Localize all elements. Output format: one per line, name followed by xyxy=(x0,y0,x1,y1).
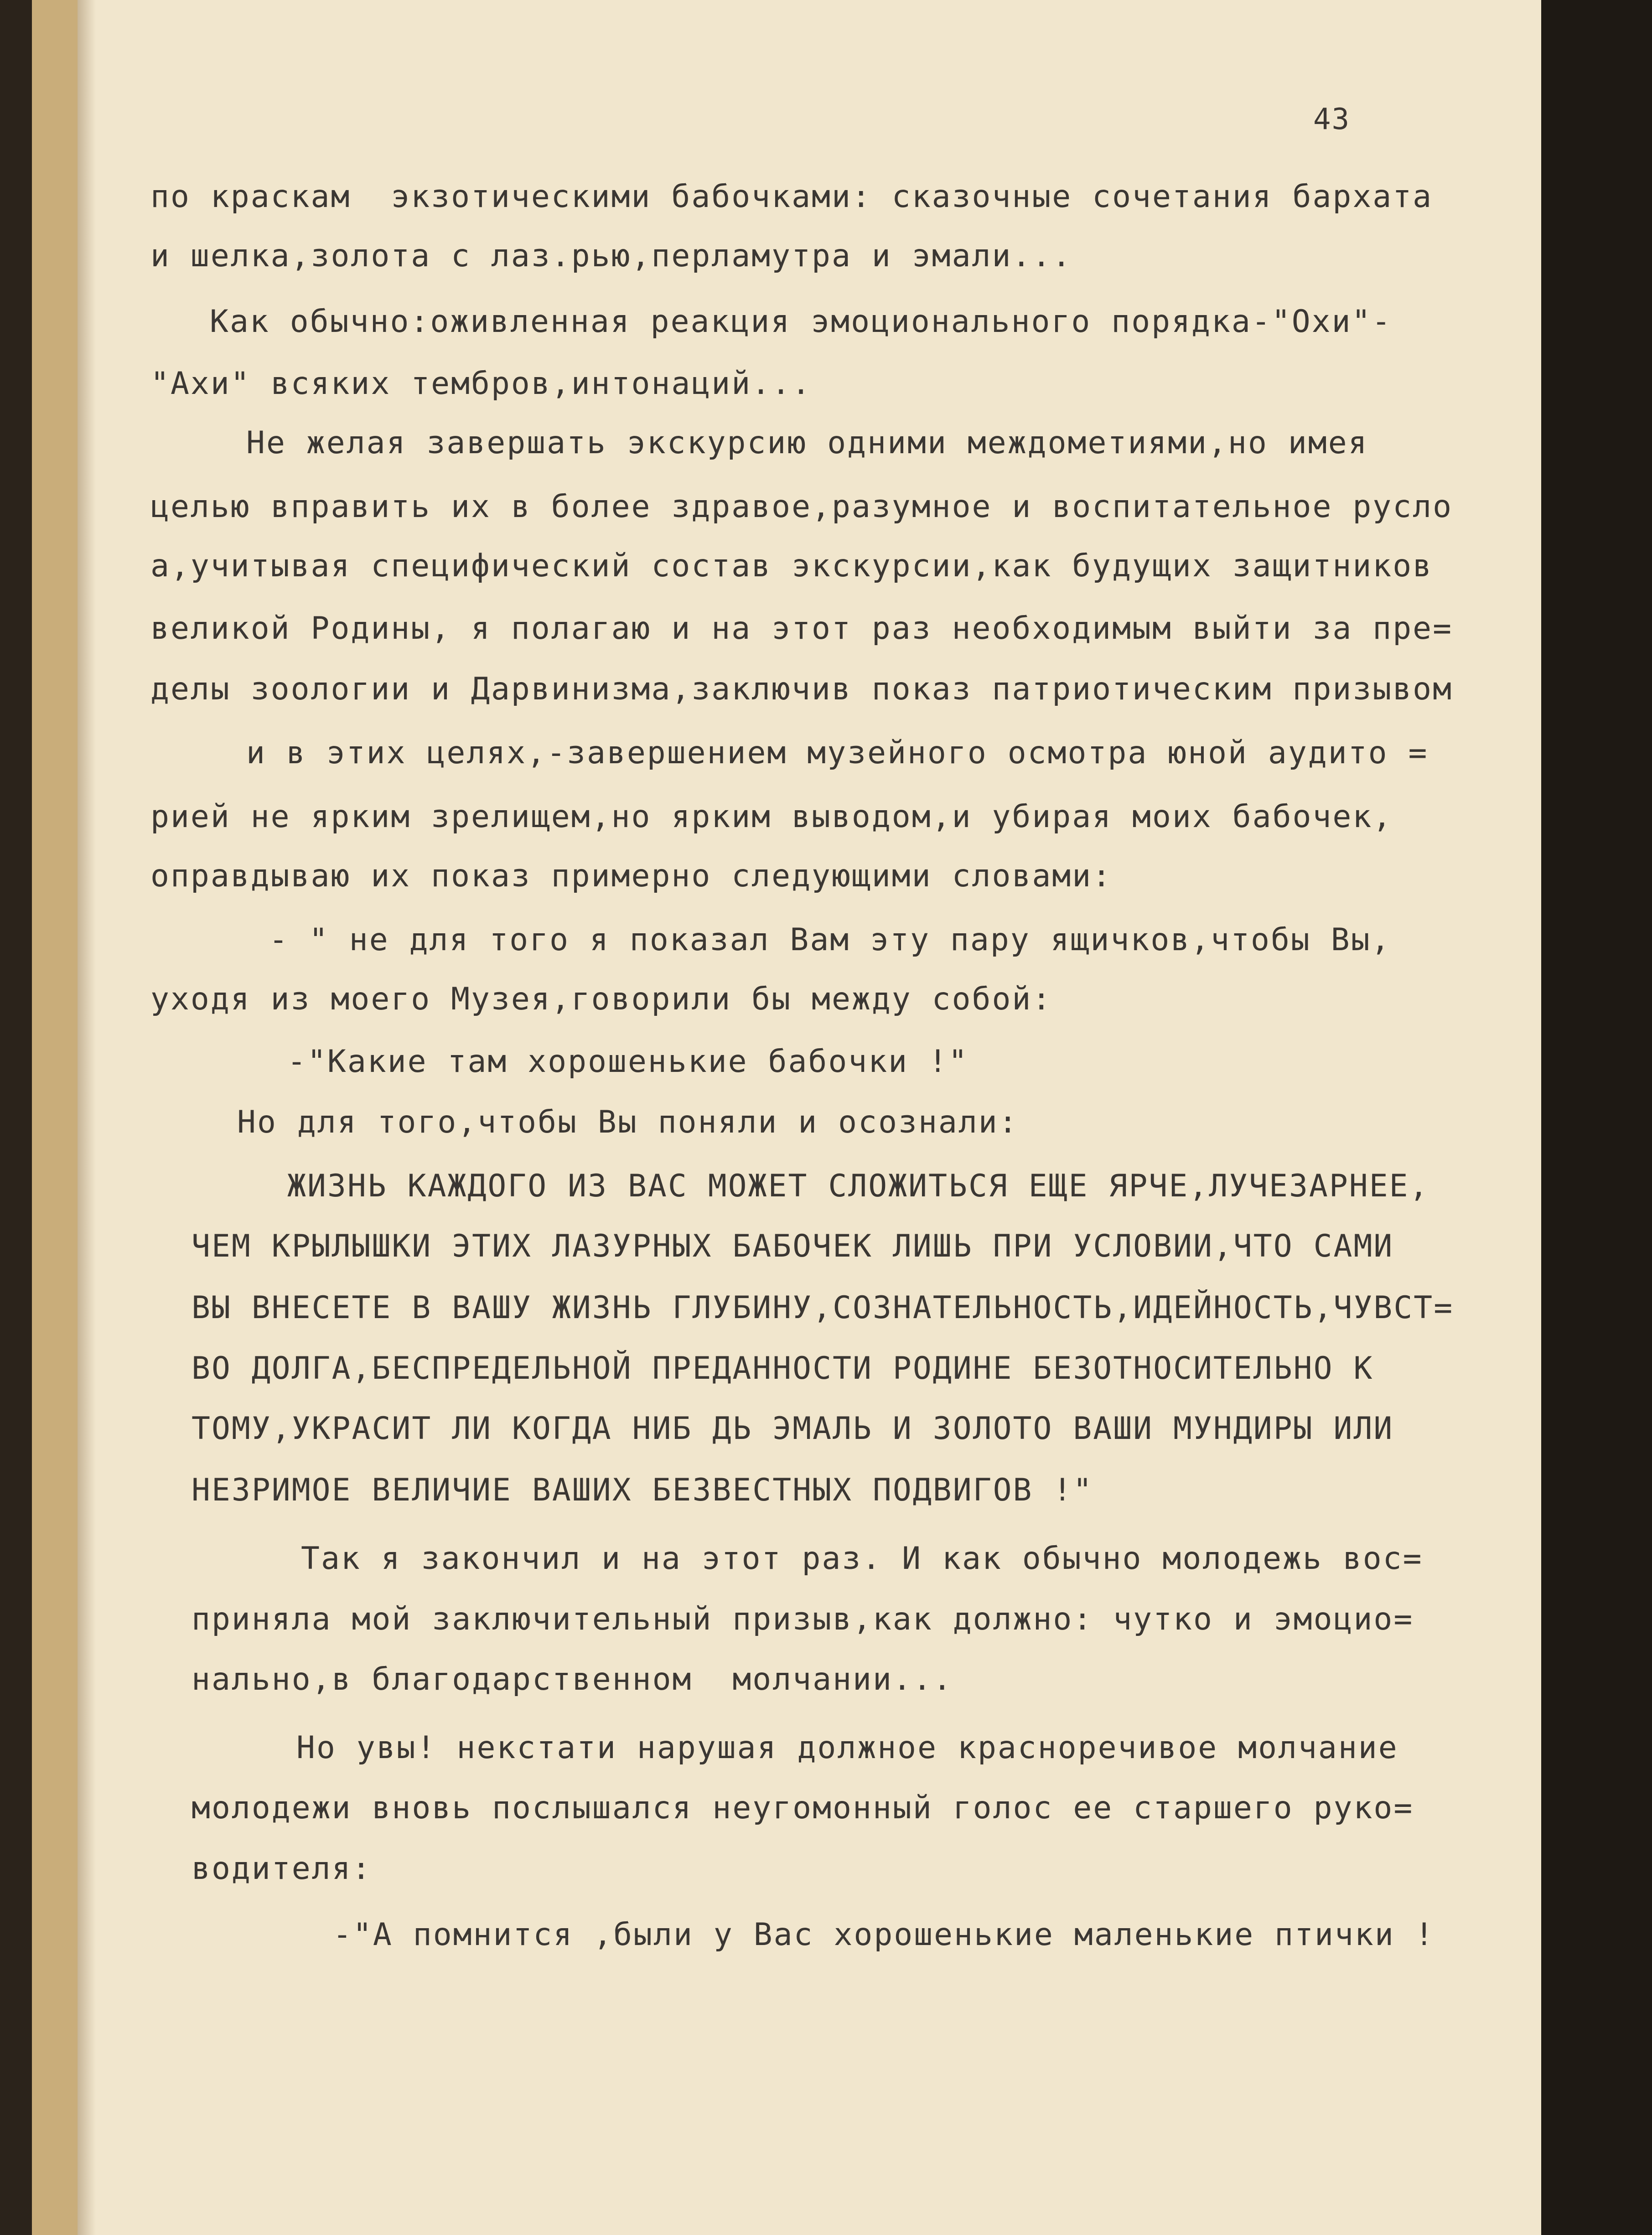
text-line: оправдываю их показ примерно следующими словами: xyxy=(150,858,1113,894)
text-line: - " не для того я показал Вам эту пару ящичков,чтобы Вы, xyxy=(269,922,1391,958)
text-line: а,учитывая специфический состав экскурсии,как будущих защитников xyxy=(150,548,1433,584)
text-line: НЕЗРИМОЕ ВЕЛИЧИЕ ВАШИХ БЕЗВЕСТНЫХ ПОДВИГОВ !" xyxy=(192,1472,1093,1508)
text-line: приняла мой заключительный призыв,как должно: чутко и эмоцио= xyxy=(192,1601,1414,1637)
page-number: 43 xyxy=(1313,103,1351,136)
text-line: по краскам экзотическими бабочками: сказочные сочетания бархата xyxy=(150,179,1433,215)
text-line: великой Родины, я полагаю и на этот раз необходимым выйти за пре= xyxy=(150,610,1453,647)
binder-edge xyxy=(0,0,32,2235)
text-line: -"А помнится ,были у Вас хорошенькие маленькие птички ! xyxy=(333,1917,1435,1953)
text-line: Но увы! некстати нарушая должное красноречивое молчание xyxy=(296,1730,1398,1766)
text-line: ЖИЗНЬ КАЖДОГО ИЗ ВАС МОЖЕТ СЛОЖИТЬСЯ ЕЩЕ ЯРЧЕ,ЛУЧЕЗАРНЕЕ, xyxy=(287,1168,1429,1204)
page-shadow xyxy=(78,0,96,2235)
text-line: рией не ярким зрелищем,но ярким выводом,и убирая моих бабочек, xyxy=(150,799,1393,835)
text-line: нально,в благодарственном молчании... xyxy=(192,1661,953,1697)
scan-background xyxy=(1541,0,1652,2235)
text-line: уходя из моего Музея,говорили бы между собой: xyxy=(150,981,1052,1017)
text-line: молодежи вновь послышался неугомонный голос ее старшего руко= xyxy=(192,1790,1414,1826)
text-line: Не желая завершать экскурсию одними междометиями,но имея xyxy=(246,425,1368,461)
text-line: "Ахи" всяких тембров,интонаций... xyxy=(150,366,812,402)
text-line: Так я закончил и на этот раз. И как обычно молодежь вос= xyxy=(301,1541,1423,1577)
text-line: Как обычно:оживленная реакция эмоционального порядка-"Охи"- xyxy=(210,304,1392,340)
text-line: делы зоологии и Дарвинизма,заключив показ патриотическим призывом xyxy=(150,671,1453,707)
text-line: целью вправить их в более здравое,разумное и воспитательное русло xyxy=(150,489,1453,525)
text-line: ВО ДОЛГА,БЕСПРЕДЕЛЬНОЙ ПРЕДАННОСТИ РОДИНЕ БЕЗОТНОСИТЕЛЬНО К xyxy=(192,1350,1374,1387)
text-line: -"Какие там хорошенькие бабочки !" xyxy=(287,1044,968,1080)
text-line: ЧЕМ КРЫЛЫШКИ ЭТИХ ЛАЗУРНЫХ БАБОЧЕК ЛИШЬ ПРИ УСЛОВИИ,ЧТО САМИ xyxy=(192,1228,1394,1264)
text-line: и в этих целях,-завершением музейного осмотра юной аудито = xyxy=(246,735,1429,771)
text-line: ВЫ ВНЕСЕТЕ В ВАШУ ЖИЗНЬ ГЛУБИНУ,СОЗНАТЕЛЬНОСТЬ,ИДЕЙНОСТЬ,ЧУВСТ= xyxy=(192,1290,1454,1326)
text-line: Но для того,чтобы Вы поняли и осознали: xyxy=(237,1104,1019,1140)
text-line: ТОМУ,УКРАСИТ ЛИ КОГДА НИБ ДЬ ЭМАЛЬ И ЗОЛОТО ВАШИ МУНДИРЫ ИЛИ xyxy=(192,1411,1394,1447)
text-line: и шелка,золота с лаз.рью,перламутра и эмали... xyxy=(150,238,1072,274)
text-line: водителя: xyxy=(192,1851,372,1887)
